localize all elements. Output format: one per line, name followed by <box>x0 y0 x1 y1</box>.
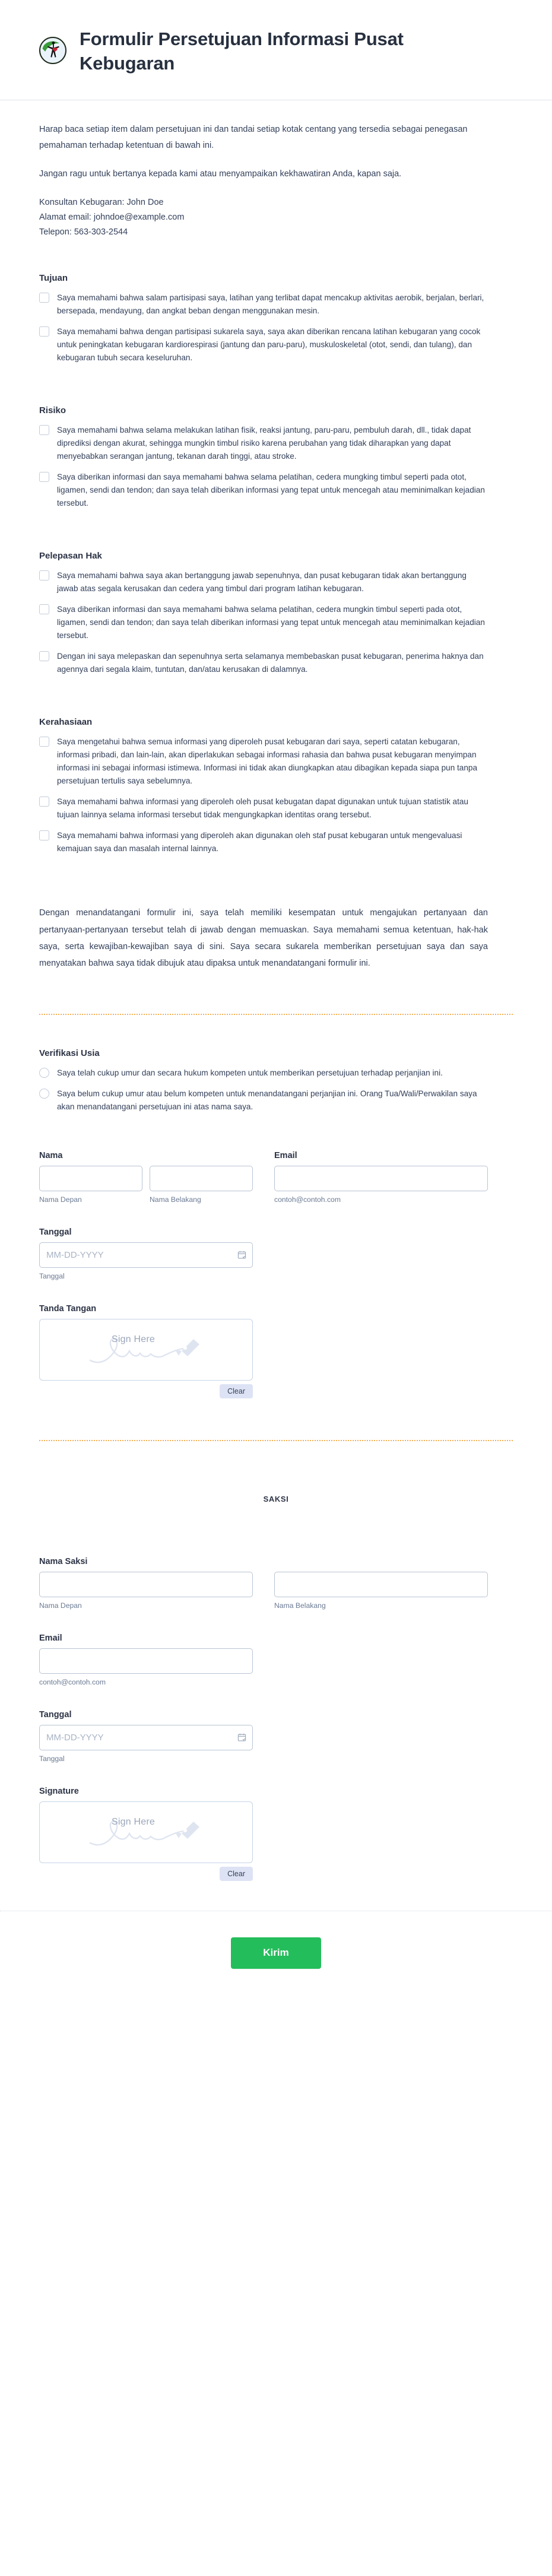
field-group-tanggal <box>39 1227 253 1280</box>
wellness-figure-heart-icon <box>39 37 66 64</box>
submit-button[interactable]: Kirim <box>231 1937 321 1969</box>
checkbox-icon[interactable] <box>39 737 49 747</box>
checkbox-icon[interactable] <box>39 425 49 435</box>
first-name-input[interactable] <box>39 1166 142 1191</box>
email-label: Email <box>274 1150 297 1160</box>
email-sublabel: contoh@contoh.com <box>274 1195 341 1204</box>
checkbox-label: Saya diberikan informasi dan saya memahami bahwa selama pelatihan, cedera mungkin timbul seperti pada otot, ligamen, sendi dan tendon; dan saya telah diberikan informasi yang tepat untuk mencegah atau meminimalkan kejadian tersebut. <box>57 605 485 640</box>
witness-email-row-spacer <box>274 1633 488 1686</box>
nama-saksi-label: Nama Saksi <box>39 1556 88 1566</box>
field-group-tanda-tangan <box>39 1304 253 1398</box>
form-header <box>0 0 552 100</box>
checkbox-icon[interactable] <box>39 293 49 303</box>
date-row-spacer <box>274 1227 488 1280</box>
page-title: Formulir Persetujuan Informasi Pusat Kebugaran <box>80 28 404 74</box>
field-group-witness-email <box>39 1633 253 1686</box>
email-line: Alamat email: johndoe@example.com <box>39 212 185 223</box>
witness-email-label: Email <box>39 1633 62 1643</box>
checkbox-label: Saya memahami bahwa saya akan bertanggung jawab sepenuhnya, dan pusat kebugaran tidak akan bertanggung jawab atas segala kerusakan dan cedera yang timbul dari program latihan kebugaran. <box>57 571 467 594</box>
witness-date-input[interactable] <box>39 1725 253 1750</box>
submit-row <box>0 1911 552 2004</box>
date-row <box>39 1227 488 1280</box>
checkbox-row[interactable] <box>39 424 488 463</box>
field-group-nama <box>39 1151 253 1204</box>
witness-last-name-sublabel: Nama Belakang <box>274 1601 326 1610</box>
nama-label: Nama <box>39 1150 63 1160</box>
radio-row[interactable] <box>39 1067 488 1080</box>
first-name-sublabel: Nama Depan <box>39 1195 82 1204</box>
section-title-kerahasiaan: Kerahasiaan <box>39 717 93 728</box>
witness-signature-row-spacer <box>274 1787 488 1881</box>
intro-paragraph-1: Harap baca setiap item dalam persetujuan ini dan tandai setiap kotak centang yang tersedia sebagai penegasan pemahaman terhadap ketentuan di bawah ini. <box>39 124 468 150</box>
checkbox-label: Saya memahami bahwa selama melakukan latihan fisik, reaksi jantung, paru-paru, pembuluh darah, dll., tidak dapat diprediksi dengan akurat, sehingga mungkin timbul risiko karena perubahan yang tidak diharapkan yang dapat menyebabkan serangan jantung, tekanan darah tinggi, atau stroke. <box>57 426 471 461</box>
witness-fields <box>0 1557 552 1881</box>
radio-label: Saya telah cukup umur dan secara hukum kompeten untuk memberikan persetujuan terhadap perjanjian ini. <box>57 1068 443 1077</box>
checkbox-label: Dengan ini saya melepaskan dan sepenuhnya serta selamanya membebaskan pusat kebugaran, penerima haknya dan agennya dari segala klaim, tuntutan, dan/atau kerusakan di dalamnya. <box>57 652 484 674</box>
section-verifikasi-usia <box>0 1048 552 1113</box>
witness-email-input[interactable] <box>39 1648 253 1674</box>
last-name-input[interactable] <box>150 1166 253 1191</box>
section-kerahasiaan <box>0 717 552 855</box>
witness-heading: SAKSI <box>263 1494 289 1503</box>
name-email-row <box>39 1151 488 1204</box>
witness-email-row <box>39 1633 488 1686</box>
witness-email-sublabel: contoh@contoh.com <box>39 1677 106 1686</box>
witness-divider-orange <box>39 1440 513 1441</box>
intro-block <box>0 100 552 240</box>
sign-here-text: Sign Here <box>112 1816 155 1827</box>
checkbox-label: Saya diberikan informasi dan saya memahami bahwa selama pelatihan, cedera mungking timbul seperti pada otot, ligamen, sendi dan tendon; dan saya telah diberikan informasi yang tepat untuk mencegah atau meminimalkan kejadian tersebut. <box>57 472 485 508</box>
section-pelepasan-hak <box>0 551 552 676</box>
field-group-nama-saksi <box>39 1557 488 1610</box>
witness-tanggal-sublabel: Tanggal <box>39 1754 65 1763</box>
witness-clear-signature-button[interactable]: Clear <box>220 1867 253 1881</box>
signature-row-spacer <box>274 1304 488 1398</box>
checkbox-row[interactable] <box>39 603 488 642</box>
clear-signature-button[interactable]: Clear <box>220 1384 253 1398</box>
checkbox-icon[interactable] <box>39 797 49 807</box>
radio-row[interactable] <box>39 1087 488 1113</box>
closing-statement <box>0 905 552 972</box>
section-title-tujuan: Tujuan <box>39 273 68 284</box>
checkbox-icon[interactable] <box>39 570 49 580</box>
checklist-risiko <box>39 424 488 510</box>
email-input[interactable] <box>274 1166 488 1191</box>
checklist-pelepasan-hak <box>39 569 488 676</box>
checkbox-row[interactable] <box>39 569 488 595</box>
checkbox-row[interactable] <box>39 735 488 788</box>
signature-canvas[interactable] <box>39 1319 253 1381</box>
contact-block <box>39 195 488 240</box>
section-title-pelepasan-hak: Pelepasan Hak <box>39 551 102 561</box>
witness-date-row-spacer <box>274 1710 488 1763</box>
checkbox-row[interactable] <box>39 650 488 676</box>
section-divider-orange <box>39 1014 513 1015</box>
checkbox-label: Saya memahami bahwa dengan partisipasi sukarela saya, saya akan diberikan rencana latihan kebugaran yang cocok untuk peningkatan kebugaran kardiorespirasi (jantung dan paru-paru), muskuloskeletal (otot, sendi, dan tulang), dan kebugaran tubuh secara keseluruhan. <box>57 327 481 363</box>
checkbox-icon[interactable] <box>39 651 49 661</box>
last-name-sublabel: Nama Belakang <box>150 1195 201 1204</box>
checkbox-label: Saya memahami bahwa salam partisipasi saya, latihan yang terlibat dapat mencakup aktivitas aerobik, berjalan, berlari, bersepada, mendayung, dan angkat beban dengan menggunakan mesin. <box>57 293 484 316</box>
checklist-kerahasiaan <box>39 735 488 855</box>
checkbox-label: Saya mengetahui bahwa semua informasi yang diperoleh pusat kebugaran dari saya, seperti catatan kebugaran, informasi pribadi, dan lain-lain, akan diperlakukan sebagai informasi rahasia dan bahwa pusat kebugaran menyimpan informasi ini sebagai informasi istimewa. Informasi ini tidak akan diungkapkan atau dibagikan kepada siapa pun tanpa persetujuan tertulis saya sebelumnya. <box>57 737 478 786</box>
section-tujuan <box>0 273 552 364</box>
section-risiko <box>0 405 552 510</box>
checklist-tujuan <box>39 291 488 364</box>
section-title-risiko: Risiko <box>39 405 66 416</box>
checkbox-icon[interactable] <box>39 326 49 337</box>
witness-first-name-input[interactable] <box>39 1572 253 1597</box>
witness-tanggal-label: Tanggal <box>39 1709 72 1720</box>
field-group-witness-signature <box>39 1787 253 1881</box>
radio-icon[interactable] <box>39 1089 49 1099</box>
witness-signature-row <box>39 1787 488 1881</box>
checkbox-label: Saya memahami bahwa informasi yang diperoleh oleh pusat kebugatan dapat digunakan untuk tujuan statistik atau tujuan lainnya selama informasi tersebut tidak mengungkapkan identitas orang tersebut. <box>57 797 468 820</box>
sign-here-text: Sign Here <box>112 1334 155 1344</box>
radio-label: Saya belum cukup umur atau belum kompeten untuk menandatangani perjanjian ini. Orang Tua/Wali/Perwakilan saya akan menandatangani persetujuan ini atas nama saya. <box>57 1089 477 1111</box>
radio-icon[interactable] <box>39 1068 49 1078</box>
consultant-line: Konsultan Kebugaran: John Doe <box>39 198 164 208</box>
witness-date-row <box>39 1710 488 1763</box>
tanggal-sublabel: Tanggal <box>39 1271 65 1280</box>
witness-first-name-sublabel: Nama Depan <box>39 1601 82 1610</box>
checkbox-row[interactable] <box>39 291 488 318</box>
tanda-tangan-label: Tanda Tangan <box>39 1303 97 1314</box>
field-group-email <box>274 1151 488 1204</box>
intro-paragraph-2: Jangan ragu untuk bertanya kepada kami atau menyampaikan kekhawatiran Anda, kapan saja. <box>39 169 402 179</box>
checkbox-icon[interactable] <box>39 472 49 482</box>
tanggal-label: Tanggal <box>39 1227 72 1237</box>
witness-signature-label: Signature <box>39 1786 79 1796</box>
radio-group-verifikasi-usia <box>39 1067 488 1113</box>
checkbox-icon[interactable] <box>39 604 49 614</box>
checkbox-row[interactable] <box>39 325 488 364</box>
checkbox-label: Saya memahami bahwa informasi yang diperoleh akan digunakan oleh staf pusat kebugaran untuk mengevaluasi kemajuan saya dan masalah internal lainnya. <box>57 831 462 854</box>
signature-row <box>39 1304 488 1398</box>
checkbox-icon[interactable] <box>39 830 49 840</box>
phone-line: Telepon: 563-303-2544 <box>39 227 128 237</box>
field-group-witness-tanggal <box>39 1710 253 1763</box>
signer-fields <box>0 1151 552 1398</box>
checkbox-row[interactable] <box>39 795 488 821</box>
closing-paragraph: Dengan menandatangani formulir ini, saya telah memiliki kesempatan untuk mengajukan pertanyaan dan pertanyaan-pertanyaan tersebut telah di jawab dengan memuaskan. Saya memahami semua ketentuan, hak-hak saya, serta kewajiban-kewajiban saya di sini. Saya secara sukarela memberikan persetujuan saya dan saya menyatakan bahwa saya tidak dibujuk atau dipaksa untuk menandatangani formulir ini. <box>39 908 488 969</box>
section-title-verifikasi-usia: Verifikasi Usia <box>39 1048 100 1058</box>
checkbox-row[interactable] <box>39 471 488 510</box>
witness-signature-canvas[interactable] <box>39 1801 253 1863</box>
date-input[interactable] <box>39 1242 253 1268</box>
witness-last-name-input[interactable] <box>274 1572 488 1597</box>
checkbox-row[interactable] <box>39 829 488 855</box>
